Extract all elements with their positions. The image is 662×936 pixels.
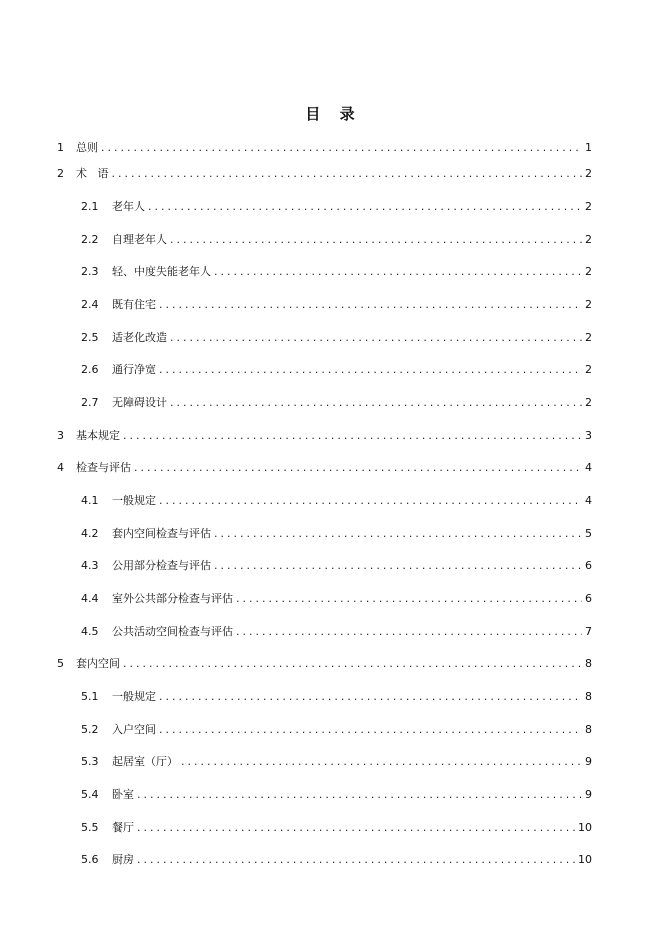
toc-entry	[81, 820, 592, 836]
toc-text: 餐厅	[112, 821, 134, 834]
toc-number: 4.2	[81, 527, 99, 540]
toc-entry	[57, 140, 592, 156]
toc-entry	[81, 297, 592, 313]
toc-entry	[81, 395, 592, 411]
toc-page: 2	[585, 167, 592, 180]
toc-page: 9	[585, 755, 592, 768]
toc-leader	[236, 624, 582, 640]
toc-number: 4.5	[81, 625, 99, 638]
toc-text: 总则	[76, 141, 98, 154]
toc-number: 2.1	[81, 200, 99, 213]
toc-leader	[181, 754, 582, 770]
toc-entry	[81, 689, 592, 705]
toc-number: 2.2	[81, 233, 99, 246]
toc-page: 2	[585, 363, 592, 376]
toc-text: 公共活动空间检查与评估	[112, 625, 233, 638]
toc-page: 1	[585, 141, 592, 154]
toc-page: 7	[585, 625, 592, 638]
toc-text: 无障碍设计	[112, 396, 167, 409]
toc-text: 老年人	[112, 200, 145, 213]
toc-page: 10	[578, 853, 592, 866]
toc-number: 2.6	[81, 363, 99, 376]
toc-page: 6	[585, 559, 592, 572]
toc-number: 3	[57, 429, 64, 442]
toc-entry	[57, 460, 592, 476]
toc-entry	[81, 852, 592, 868]
toc-text: 套内空间检查与评估	[112, 527, 211, 540]
toc-leader	[112, 166, 583, 182]
toc-page: 6	[585, 592, 592, 605]
toc-leader	[159, 689, 582, 705]
toc-entry	[81, 787, 592, 803]
toc-page: 4	[585, 461, 592, 474]
toc-page: 2	[585, 265, 592, 278]
toc-text: 入户空间	[112, 723, 156, 736]
toc-number: 4.4	[81, 592, 99, 605]
toc-number: 4.1	[81, 494, 99, 507]
toc-leader	[148, 199, 582, 215]
toc-page: 9	[585, 788, 592, 801]
toc-leader	[214, 526, 582, 542]
toc-entry	[81, 493, 592, 509]
toc-entry	[57, 428, 592, 444]
toc-entry	[57, 656, 592, 672]
toc-leader	[123, 656, 582, 672]
toc-page: 8	[585, 723, 592, 736]
toc-entry	[81, 624, 592, 640]
toc-leader	[170, 330, 582, 346]
toc-page: 2	[585, 331, 592, 344]
toc-leader	[170, 232, 582, 248]
toc-leader	[134, 460, 582, 476]
toc-number: 4	[57, 461, 64, 474]
toc-number: 2.7	[81, 396, 99, 409]
toc-entry	[57, 166, 592, 182]
toc-number: 5.5	[81, 821, 99, 834]
toc-page: 2	[585, 298, 592, 311]
toc-entry	[81, 526, 592, 542]
toc-text: 通行净宽	[112, 363, 156, 376]
toc-number: 1	[57, 141, 64, 154]
toc-text: 公用部分检查与评估	[112, 559, 211, 572]
toc-number: 5.3	[81, 755, 99, 768]
toc-page: 8	[585, 690, 592, 703]
toc-leader	[214, 264, 582, 280]
toc-number: 5.4	[81, 788, 99, 801]
toc-page: 4	[585, 494, 592, 507]
toc-text: 既有住宅	[112, 298, 156, 311]
toc-leader	[170, 395, 582, 411]
toc-number: 2.4	[81, 298, 99, 311]
toc-text: 术 语	[76, 167, 109, 180]
toc-leader	[159, 362, 582, 378]
toc-text: 室外公共部分检查与评估	[112, 592, 233, 605]
toc-entry	[81, 199, 592, 215]
toc-text: 一般规定	[112, 690, 156, 703]
toc-page: 10	[578, 821, 592, 834]
toc-text: 卧室	[112, 788, 134, 801]
toc-text: 一般规定	[112, 494, 156, 507]
toc-entry	[81, 558, 592, 574]
toc-leader	[236, 591, 582, 607]
toc-number: 2.5	[81, 331, 99, 344]
toc-leader	[159, 722, 582, 738]
toc-leader	[101, 140, 582, 156]
toc-page: 5	[585, 527, 592, 540]
toc-entry	[81, 754, 592, 770]
toc-number: 2.3	[81, 265, 99, 278]
toc-text: 基本规定	[76, 429, 120, 442]
toc-text: 检查与评估	[76, 461, 131, 474]
toc-entry	[81, 264, 592, 280]
toc-number: 5	[57, 657, 64, 670]
toc-leader	[137, 852, 575, 868]
toc-page: 2	[585, 200, 592, 213]
toc-entry	[81, 722, 592, 738]
toc-text: 适老化改造	[112, 331, 167, 344]
toc-entry	[81, 330, 592, 346]
toc-number: 2	[57, 167, 64, 180]
toc-text: 厨房	[112, 853, 134, 866]
toc-number: 5.2	[81, 723, 99, 736]
toc-leader	[214, 558, 582, 574]
toc-leader	[137, 787, 582, 803]
toc-text: 轻、中度失能老年人	[112, 265, 211, 278]
toc-leader	[137, 820, 575, 836]
toc-entry	[81, 591, 592, 607]
toc-leader	[159, 493, 582, 509]
toc-page: 2	[585, 233, 592, 246]
toc-leader	[123, 428, 582, 444]
toc-number: 4.3	[81, 559, 99, 572]
toc-page: 8	[585, 657, 592, 670]
toc-leader	[159, 297, 582, 313]
toc-text: 自理老年人	[112, 233, 167, 246]
toc-number: 5.1	[81, 690, 99, 703]
toc-page: 2	[585, 396, 592, 409]
toc-page: 3	[585, 429, 592, 442]
toc-entry	[81, 362, 592, 378]
toc-heading: 目 录	[305, 105, 357, 123]
toc-number: 5.6	[81, 853, 99, 866]
toc-text: 套内空间	[76, 657, 120, 670]
toc-entry	[81, 232, 592, 248]
toc-text: 起居室（厅）	[112, 755, 178, 768]
